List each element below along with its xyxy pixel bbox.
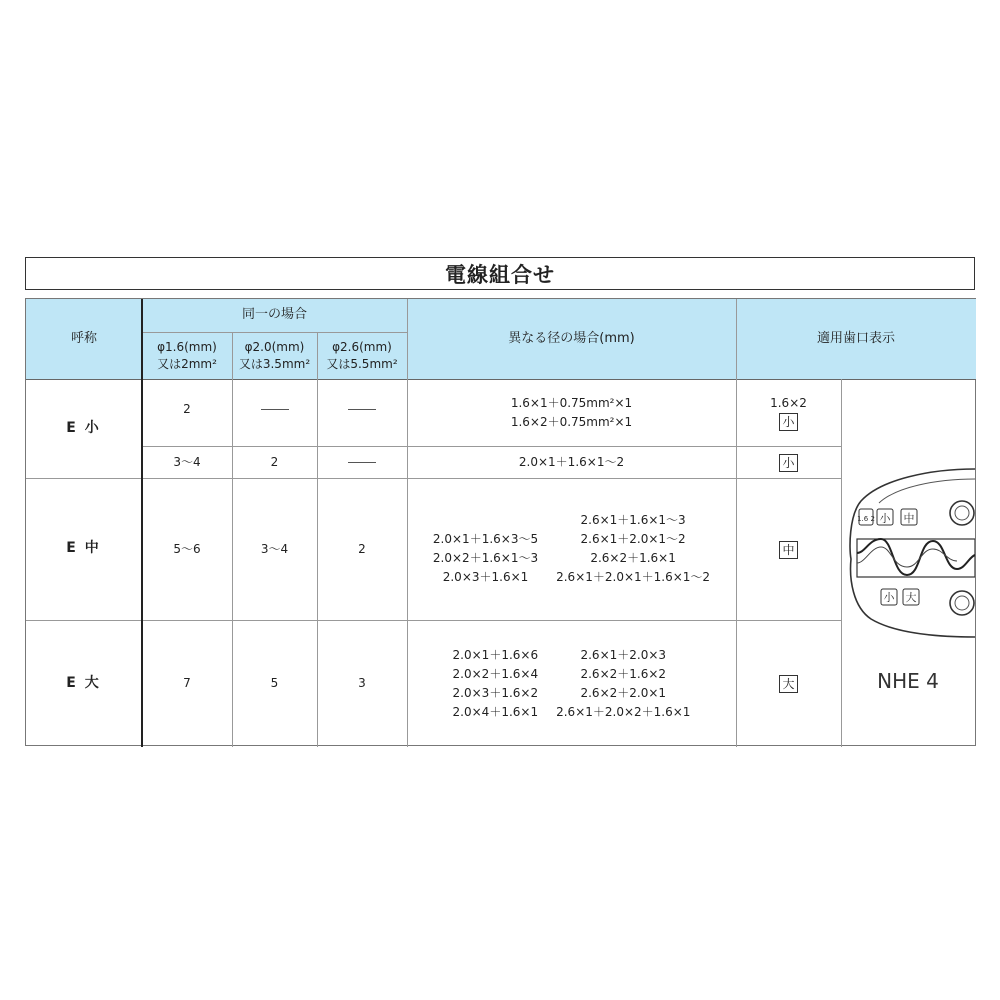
cell-large-20 [232, 620, 317, 747]
combo-line: 2.0×1＋1.6×3〜5 [432, 532, 539, 546]
header-nominal [26, 299, 142, 379]
combo-col-left [453, 646, 539, 722]
combo-line: 2.0×1＋1.6×6 [452, 647, 539, 662]
header-nominal-label: 呼称 [70, 330, 97, 346]
header-col-16 [142, 332, 232, 379]
header-same-group-label: 同一の場合 [241, 307, 307, 323]
cell-value: 5〜6 [173, 541, 201, 556]
combo-line: 1.6×2＋0.75mm²×1 [510, 414, 633, 429]
cell-value: 3〜4 [173, 454, 201, 469]
cell-small-26 [317, 379, 407, 446]
combo-line: 2.0×3＋1.6×2 [452, 685, 539, 700]
cell-large-16 [142, 620, 232, 747]
combo-col-right [556, 511, 710, 587]
row-label-medium-text: E 中 [66, 540, 101, 557]
cell-value: 2 [183, 402, 191, 417]
wire-combination-table [25, 298, 976, 746]
header-col-20 [232, 332, 317, 379]
tool-illustration [841, 379, 975, 745]
header-col-26-line2: 又は5.5mm² [326, 356, 398, 371]
cell-value: 7 [183, 676, 191, 691]
die-mark-large: 大 [779, 675, 797, 693]
row-label-large [26, 620, 141, 747]
combo-columns [453, 646, 691, 722]
tool-model-name: NHE 4 [877, 669, 939, 693]
header-different-label: 異なる径の場合(mm) [508, 330, 635, 346]
cell-value: 3 [358, 676, 366, 691]
combo-line: 2.6×1＋2.0×2＋1.6×1 [556, 704, 691, 719]
header-col-26-line1: φ2.6(mm) [332, 340, 392, 355]
header-col-26 [317, 332, 407, 379]
combo-columns [433, 511, 710, 587]
header-col-16-line2: 又は2mm² [157, 356, 217, 371]
empty-dash [261, 409, 289, 410]
die-mark-small: 小 [779, 413, 797, 431]
cell-value: 3〜4 [260, 541, 289, 556]
cell-small2-mark [736, 446, 841, 478]
header-die-mark [736, 299, 976, 379]
cell-small-16 [142, 379, 232, 446]
combo-line: 2.6×1＋2.0×1〜2 [580, 532, 686, 546]
combo-line: 2.6×2＋2.0×1 [580, 685, 667, 700]
header-col-20-line2: 又は3.5mm² [238, 356, 311, 371]
cell-value: 2 [270, 454, 279, 469]
die-size-label: 1.6 2 [857, 515, 875, 523]
cell-large-mark [736, 620, 841, 747]
combo-line: 2.0×4＋1.6×1 [452, 704, 539, 719]
die-label-medium: 中 [903, 512, 915, 525]
cell-small-mark [736, 379, 841, 446]
row-label-small-text: E 小 [66, 419, 101, 436]
mark-size: 1.6×2 [770, 395, 807, 410]
cell-medium-16 [142, 478, 232, 620]
cell-medium-combos [407, 478, 736, 620]
header-col-16-line1: φ1.6(mm) [157, 340, 217, 355]
cell-small2-16 [142, 446, 232, 478]
cell-value: 5 [270, 676, 279, 691]
combo-line: 2.6×1＋2.0×1＋1.6×1〜2 [556, 570, 711, 584]
combo-line: 2.6×2＋1.6×1 [590, 551, 676, 565]
cell-small-20 [232, 379, 317, 446]
row-label-small [26, 379, 141, 478]
combo-col-right [556, 646, 690, 722]
cell-value: 2 [358, 541, 366, 556]
combo-line: 2.6×2＋1.6×2 [580, 666, 667, 681]
combo-line: 2.6×1＋2.0×3 [580, 647, 667, 662]
header-die-mark-label: 適用歯口表示 [816, 330, 895, 346]
cell-small2-combos [407, 446, 736, 478]
header-col-20-line1: φ2.0(mm) [244, 340, 305, 355]
header-same-group [142, 299, 407, 332]
cell-medium-mark [736, 478, 841, 620]
die-label-small: 小 [879, 512, 891, 525]
die-mark-small: 小 [779, 454, 797, 472]
die-mark-medium: 中 [779, 541, 797, 559]
cell-large-26 [317, 620, 407, 747]
combo-line: 1.6×1＋0.75mm²×1 [510, 395, 633, 410]
empty-dash [348, 462, 376, 463]
cell-small2-20 [232, 446, 317, 478]
combo-line: 2.0×3＋1.6×1 [442, 570, 529, 584]
cell-small-combos [407, 379, 736, 446]
crimp-die-drawing [841, 379, 975, 659]
combo-line: 2.6×1＋1.6×1〜3 [580, 513, 686, 527]
die-label-large: 大 [905, 591, 917, 604]
combo-col-left [433, 511, 538, 587]
table-title: 電線組合せ [25, 257, 975, 290]
cell-medium-20 [232, 478, 317, 620]
divider [142, 332, 407, 333]
die-label-small-bottom: 小 [883, 591, 895, 604]
cell-medium-26 [317, 478, 407, 620]
combo-line: 2.0×2＋1.6×4 [452, 666, 539, 681]
empty-dash [348, 409, 376, 410]
row-label-medium [26, 478, 141, 620]
combo-line: 2.0×1＋1.6×1〜2 [518, 454, 625, 469]
combo-line: 2.0×2＋1.6×1〜3 [432, 551, 539, 565]
cell-small2-26 [317, 446, 407, 478]
row-label-large-text: E 大 [66, 674, 101, 691]
cell-large-combos [407, 620, 736, 747]
header-different [407, 299, 736, 379]
